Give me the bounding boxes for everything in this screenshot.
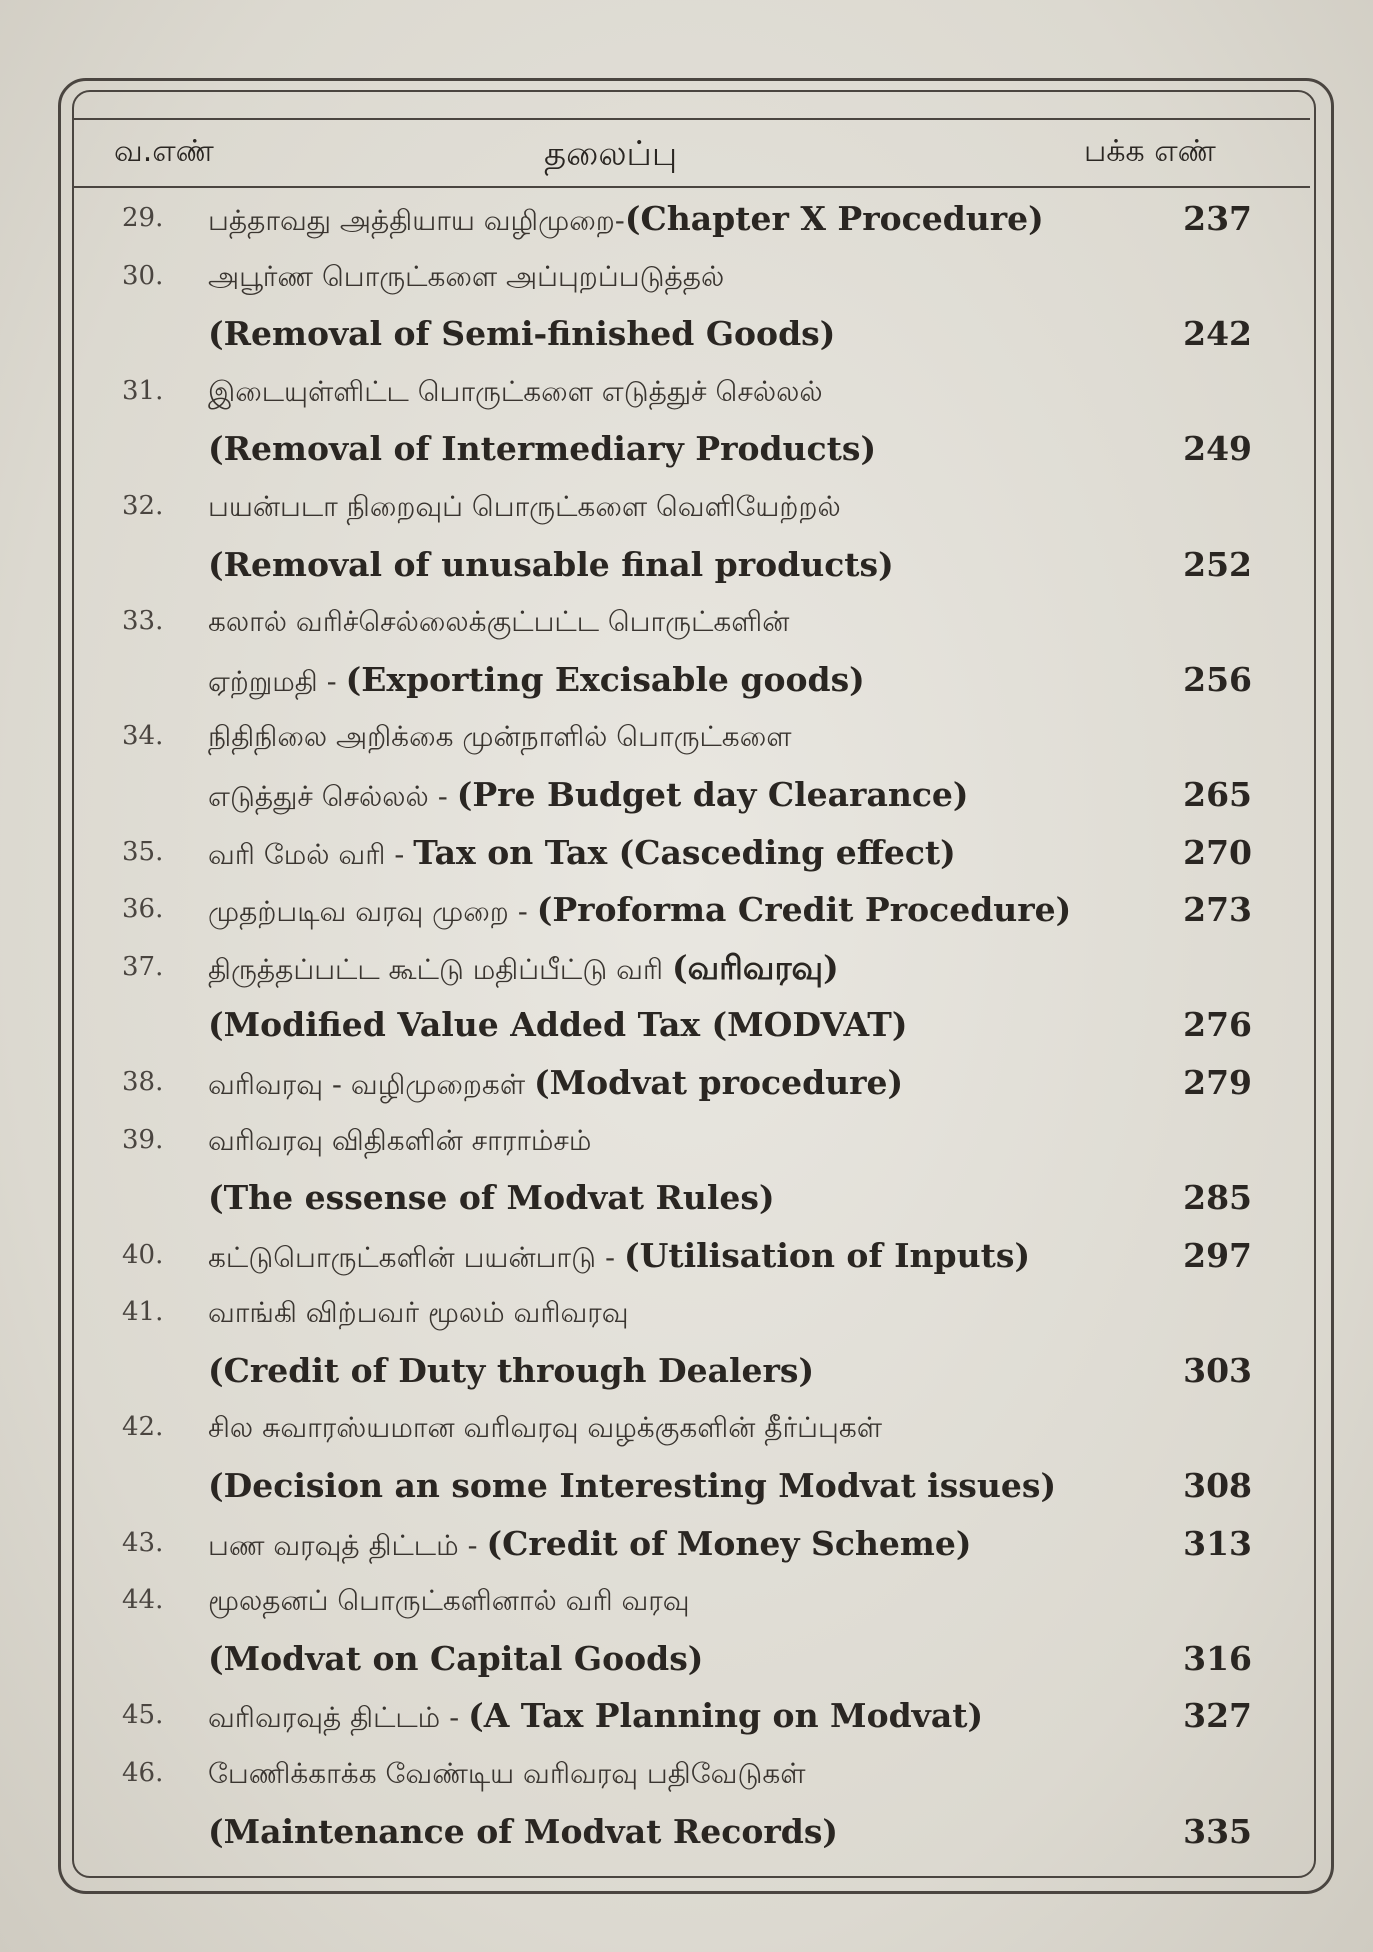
entry-number: 41. (122, 1297, 164, 1328)
contents-entry (74, 1284, 1310, 1399)
entry-page-number: 265 (1183, 774, 1252, 814)
entry-line (74, 593, 1310, 651)
entry-line (74, 651, 1310, 709)
entry-title: இடையுள்ளிட்ட பொருட்களை எடுத்துச் செல்லல் (208, 374, 823, 408)
entry-page-number: 313 (1183, 1523, 1252, 1563)
contents-entry (74, 824, 1310, 882)
entry-line (74, 1169, 1310, 1227)
entry-page-number: 297 (1183, 1235, 1252, 1275)
contents-entry (74, 1745, 1310, 1860)
entry-title: (Removal of Semi-finished Goods) (208, 314, 836, 354)
entry-title: ஏற்றுமதி - (Exporting Excisable goods) (208, 659, 865, 699)
entry-line (74, 766, 1310, 824)
entry-line (74, 1399, 1310, 1457)
entry-title: முதற்படிவ வரவு முறை - (Proforma Credit Procedure) (208, 890, 1072, 930)
entry-page-number: 316 (1183, 1638, 1252, 1678)
entry-number: 37. (122, 951, 164, 982)
entry-number: 39. (122, 1124, 164, 1155)
entry-number: 40. (122, 1239, 164, 1270)
entry-line (74, 305, 1310, 363)
entry-line (74, 1342, 1310, 1400)
entry-line (74, 248, 1310, 306)
entry-page-number: 242 (1183, 314, 1252, 354)
entry-title: (The essense of Modvat Rules) (208, 1178, 775, 1218)
entry-number: 43. (122, 1527, 164, 1558)
entry-number: 42. (122, 1412, 164, 1443)
entry-line (74, 1227, 1310, 1285)
contents-entry (74, 1399, 1310, 1514)
entry-title: பேணிக்காக்க வேண்டிய வரிவரவு பதிவேடுகள் (208, 1757, 806, 1791)
entry-title: நிதிநிலை அறிக்கை முன்நாளில் பொருட்களை (208, 720, 792, 754)
header-number: வ.எண் (114, 134, 214, 169)
entry-number: 38. (122, 1066, 164, 1097)
contents-entry (74, 1572, 1310, 1687)
entry-page-number: 273 (1183, 890, 1252, 930)
entry-number: 29. (122, 203, 164, 233)
entry-page-number: 237 (1183, 199, 1252, 238)
contents-list (74, 190, 1310, 1860)
entry-number: 45. (122, 1700, 164, 1731)
contents-entry (74, 1515, 1310, 1573)
entry-title: (Removal of unusable final products) (208, 544, 894, 584)
entry-page-number: 270 (1183, 832, 1252, 872)
entry-title: கட்டுபொருட்களின் பயன்பாடு - (Utilisation of Inputs) (208, 1235, 1031, 1275)
entry-page-number: 276 (1183, 1005, 1252, 1045)
entry-title: சில சுவாரஸ்யமான வரிவரவு வழக்குகளின் தீர்ப்புகள் (208, 1411, 883, 1445)
entry-number: 35. (122, 836, 164, 867)
entry-line (74, 1745, 1310, 1803)
entry-line (74, 478, 1310, 536)
entry-page-number: 256 (1183, 659, 1252, 699)
entry-title: திருத்தப்பட்ட கூட்டு மதிப்பீட்டு வரி (வரிவரவு) (208, 947, 839, 987)
entry-line (74, 996, 1310, 1054)
entry-page-number: 279 (1183, 1062, 1252, 1102)
entry-line (74, 1572, 1310, 1630)
entry-title: (Credit of Duty through Dealers) (208, 1350, 815, 1390)
entry-line (74, 1515, 1310, 1573)
entry-title: பண வரவுத் திட்டம் - (Credit of Money Scheme) (208, 1523, 972, 1563)
entry-title: மூலதனப் பொருட்களினால் வரி வரவு (208, 1584, 690, 1618)
entry-title: வரி மேல் வரி - Tax on Tax (Casceding effect) (208, 832, 956, 872)
entry-title: வாங்கி விற்பவர் மூலம் வரிவரவு (208, 1296, 629, 1330)
entry-number: 31. (122, 375, 164, 406)
entry-line (74, 881, 1310, 939)
entry-line (74, 190, 1310, 248)
entry-number: 36. (122, 894, 164, 925)
header-page: பக்க எண் (1084, 134, 1216, 169)
entry-line (74, 1054, 1310, 1112)
entry-page-number: 252 (1183, 544, 1252, 584)
contents-entry (74, 363, 1310, 478)
entry-line (74, 1803, 1310, 1861)
entry-title: வரிவரவு விதிகளின் சாராம்சம் (208, 1123, 592, 1157)
contents-entry (74, 1054, 1310, 1112)
entry-title: (Maintenance of Modvat Records) (208, 1811, 839, 1851)
contents-entry (74, 593, 1310, 708)
contents-entry (74, 1687, 1310, 1745)
contents-entry (74, 708, 1310, 823)
entry-line (74, 1284, 1310, 1342)
contents-entry (74, 190, 1310, 248)
entry-title: வரிவரவுத் திட்டம் - (A Tax Planning on Modvat) (208, 1696, 984, 1736)
entry-number: 44. (122, 1585, 164, 1616)
entry-page-number: 308 (1183, 1466, 1252, 1506)
entry-page-number: 327 (1183, 1696, 1252, 1736)
entry-page-number: 303 (1183, 1350, 1252, 1390)
table-header (74, 118, 1310, 188)
entry-line (74, 1687, 1310, 1745)
entry-title: (Removal of Intermediary Products) (208, 429, 877, 469)
entry-line (74, 1630, 1310, 1688)
header-title: தலைப்பு (544, 134, 678, 174)
contents-entry (74, 1227, 1310, 1285)
contents-entry (74, 248, 1310, 363)
entry-title: அபூர்ண பொருட்களை அப்புறப்படுத்தல் (208, 259, 725, 293)
entry-title: எடுத்துச் செல்லல் - (Pre Budget day Clearance) (208, 774, 969, 814)
entry-page-number: 335 (1183, 1811, 1252, 1851)
entry-title: பத்தாவது அத்தியாய வழிமுறை-(Chapter X Procedure) (208, 199, 1044, 238)
entry-title: கலால் வரிச்செல்லைக்குட்பட்ட பொருட்களின் (208, 605, 790, 639)
entry-number: 46. (122, 1758, 164, 1789)
entry-number: 30. (122, 260, 164, 291)
entry-title: பயன்படா நிறைவுப் பொருட்களை வெளியேற்றல் (208, 489, 841, 523)
entry-line (74, 824, 1310, 882)
contents-entry (74, 939, 1310, 1054)
entry-number: 32. (122, 490, 164, 521)
entry-title: (Modvat on Capital Goods) (208, 1638, 704, 1678)
entry-page-number: 285 (1183, 1178, 1252, 1218)
contents-entry (74, 478, 1310, 593)
entry-line (74, 363, 1310, 421)
entry-line (74, 420, 1310, 478)
entry-page-number: 249 (1183, 429, 1252, 469)
entry-line (74, 939, 1310, 997)
entry-title: வரிவரவு - வழிமுறைகள் (Modvat procedure) (208, 1062, 904, 1102)
entry-title: (Decision an some Interesting Modvat issues) (208, 1466, 1057, 1506)
entry-number: 33. (122, 606, 164, 637)
entry-line (74, 536, 1310, 594)
entry-line (74, 1112, 1310, 1170)
contents-entry (74, 1112, 1310, 1227)
entry-number: 34. (122, 721, 164, 752)
entry-title: (Modified Value Added Tax (MODVAT) (208, 1005, 908, 1045)
entry-line (74, 1457, 1310, 1515)
entry-line (74, 708, 1310, 766)
contents-entry (74, 881, 1310, 939)
